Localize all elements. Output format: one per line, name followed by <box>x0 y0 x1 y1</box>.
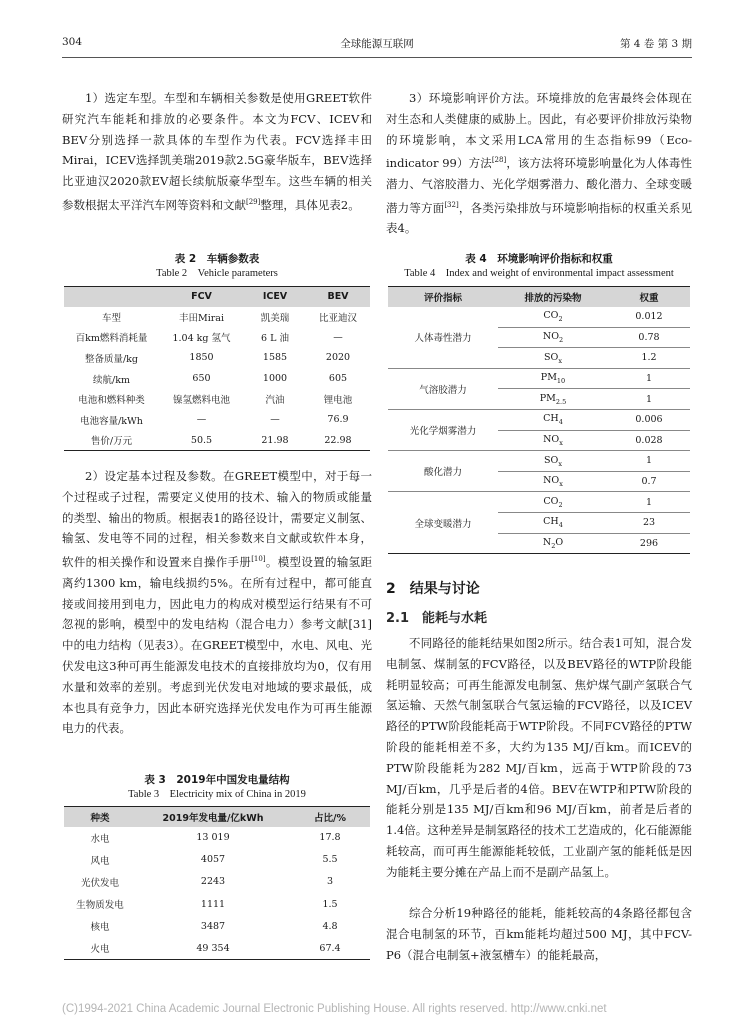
table-cell: 605 <box>328 373 348 385</box>
weight-cell: 1 <box>608 389 690 410</box>
table-cell: 电池和燃料种类 <box>78 395 145 407</box>
table-cell: 21.98 <box>244 430 306 451</box>
table-cell: 核电 <box>90 922 110 934</box>
table-cell: 50.5 <box>159 430 244 451</box>
weight-cell: 1 <box>608 368 690 389</box>
indicator-cell: 全球变暖潜力 <box>388 492 498 554</box>
column-header: 评价指标 <box>388 287 498 307</box>
weight-cell: 23 <box>608 512 690 533</box>
column-header: BEV <box>306 287 370 307</box>
table-cell: — <box>196 414 207 426</box>
pollutant-subscript: 4 <box>558 521 563 530</box>
table-cell: 650 <box>192 373 211 385</box>
column-header: 占比/% <box>290 807 370 827</box>
subsection-heading-energy-water: 2.1 能耗与水耗 <box>386 611 488 626</box>
table-cell: 1585 <box>262 352 288 364</box>
weight-cell: 0.78 <box>608 327 690 348</box>
table-cell: 5.5 <box>322 854 338 866</box>
pollutant-cell: $CO_2$ <box>498 492 608 513</box>
copyright-watermark: (C)1994-2021 China Academic Journal Electronic Publishing House. All rights reserved. http://www.cnki.net <box>62 1003 607 1015</box>
paragraph-energy-summary: 综合分析19种路径的能耗，能耗较高的4条路径都包含混合电制氢的环节，百km能耗均超过500 MJ，其中FCV-P6（混合电制氢+液氢槽车）的能耗最高， <box>386 906 692 962</box>
table-row <box>64 307 370 328</box>
pollutant-cell: $NO_2$ <box>498 327 608 348</box>
table-cell: — <box>333 331 343 343</box>
table-row <box>388 368 690 389</box>
table-row <box>64 937 370 959</box>
column-header: 排放的污染物 <box>498 287 608 307</box>
table-cell: 2243 <box>200 876 226 888</box>
table-cell: 光伏发电 <box>80 877 119 889</box>
pollutant-cell: $PM_{10}$ <box>498 368 608 389</box>
table3-caption: 表 3 2019年中国发电量结构 Table 3 Electricity mix of China in 2019 <box>128 774 306 800</box>
weight-cell: 0.012 <box>608 307 690 328</box>
pollutant-subscript: 4 <box>558 418 563 427</box>
table-cell: 3487 <box>200 920 226 932</box>
table-cell: 百km燃料消耗量 <box>75 333 148 345</box>
table-cell: 1000 <box>262 373 288 385</box>
indicator-cell: 光化学烟雾潜力 <box>388 409 498 450</box>
table-cell: 车型 <box>101 312 121 324</box>
weight-cell: 1 <box>608 492 690 513</box>
paragraph-basic-process: 2）设定基本过程及参数。在GREET模型中，对于每一个过程或子过程，需要定义使用的技术、输入的物质或能量的类型、输出的物质。根据表1的路径设计，需要定义制氢、输氢、发电等不同的过程，相关参数来自文献或软件本身，软件的相关操作和设置来自操作手册[10]。模型设置的输氢距离约1300 km，输电线损约5%。在所有过程中，都可能直接或间接用到电力，因此电力的构成对模型运行结果有不可忽视的影响，模型中的发电结构（混合电力）参考文献[31]中的电力结构（见表3）。在GREET模型中，水电、风电、光伏发电这3种可再生能源发电技术的直接排放均为0，仅有用水量和效率的差别。考虑到光伏发电对地域的要求最低，成本也具有竞争力，因此本研究选择光伏发电作为可再生能源电力的代表。 <box>62 469 373 736</box>
table-cell: 镍氢燃料电池 <box>172 395 230 407</box>
pollutant-cell: $SO_x$ <box>498 348 608 369</box>
pollutant-subscript: x <box>558 356 562 365</box>
table-row <box>64 915 370 937</box>
table-cell: 22.98 <box>306 430 370 451</box>
table-row <box>64 327 370 348</box>
table-row <box>64 827 370 849</box>
header-rule <box>62 57 692 58</box>
table-cell: 凯美瑞 <box>260 312 290 324</box>
column-header: FCV <box>159 287 244 307</box>
weight-cell: 0.7 <box>608 471 690 492</box>
table-row <box>64 893 370 915</box>
pollutant-subscript: 2 <box>558 335 564 344</box>
table-cell: 续航/km <box>93 374 130 386</box>
table-cell: 17.8 <box>319 832 341 844</box>
table-row <box>64 409 370 430</box>
column-header: ICEV <box>244 287 306 307</box>
table-row <box>388 451 690 472</box>
table-cell: — <box>270 414 280 426</box>
table-cell: 67.4 <box>290 937 370 959</box>
weight-cell: 0.006 <box>608 409 690 430</box>
table-row <box>388 492 690 513</box>
table-env-impact-weights <box>388 286 690 554</box>
weight-cell: 1 <box>608 451 690 472</box>
table-cell: 76.9 <box>327 414 349 426</box>
pollutant-cell: $CH_4$ <box>498 409 608 430</box>
pollutant-subscript: 2 <box>551 541 556 550</box>
pollutant-cell: $SO_x$ <box>498 451 608 472</box>
issue-info: 第 4 卷 第 3 期 <box>619 38 692 50</box>
pollutant-cell: $CO_2$ <box>498 307 608 328</box>
indicator-cell: 气溶胶潜力 <box>388 368 498 409</box>
paragraph-select-vehicle: 1）选定车型。车型和车辆相关参数是使用GREET软件研究汽车能耗和排放的必要条件。本文为FCV、ICEV和BEV分别选择一款具体的车型作为代表。FCV选择丰田Mirai，ICEV选择凯美瑞2019款2.5G豪华版车，BEV选择比亚迪汉2020款EV超长续航版豪华型车。这些车辆的相关参数根据太平洋汽车网等资料和文献[29]整理，具体见表2。 <box>62 91 372 212</box>
table-row <box>64 368 370 389</box>
table-cell: 整备质量/kg <box>84 353 139 365</box>
table-vehicle-parameters <box>64 286 370 451</box>
pollutant-subscript: x <box>559 438 563 447</box>
table-cell: 6 L 油 <box>261 333 289 345</box>
section-heading-results: 2 结果与讨论 <box>386 581 480 597</box>
table-cell: 水电 <box>90 833 110 845</box>
table-row <box>64 389 370 410</box>
page-number: 304 <box>62 36 83 48</box>
table-row <box>64 849 370 871</box>
table-cell: 风电 <box>90 855 110 867</box>
pollutant-subscript: x <box>558 459 562 468</box>
table-cell: 比亚迪汉 <box>318 312 357 324</box>
table-cell: 4057 <box>200 854 226 866</box>
pollutant-subscript: 2 <box>558 500 563 509</box>
table-cell: 4.8 <box>322 920 338 932</box>
table-cell: 生物质发电 <box>76 900 124 912</box>
table-cell: 13 019 <box>196 832 230 844</box>
weight-cell: 0.028 <box>608 430 690 451</box>
table-cell: 1.04 kg 氢气 <box>172 333 231 345</box>
journal-name: 全球能源互联网 <box>340 38 414 50</box>
table-cell: 汽油 <box>265 395 285 407</box>
table-cell: 电池容量/kWh <box>80 415 143 427</box>
table-row <box>64 430 370 451</box>
indicator-cell: 人体毒性潜力 <box>388 307 498 369</box>
column-header <box>64 287 159 307</box>
table-cell: 3 <box>326 876 334 888</box>
pollutant-cell: $N_2O$ <box>498 533 608 554</box>
table-cell: 1111 <box>200 898 226 910</box>
paragraph-env-method: 3）环境影响评价方法。环境排放的危害最终会体现在对生态和人类健康的威胁上。因此，有必要评价排放污染物的环境影响，本文采用LCA常用的生态指标99（Eco-indicator 99）方法[28]，该方法将环境影响量化为人体毒性潜力、气溶胶潜力、光化学烟雾潜力、酸化潜力、全球变暖潜力等方面[32]，各类污染排放与环境影响指标的权重关系见表4。 <box>386 91 693 236</box>
paragraph-energy-results: 不同路径的能耗结果如图2所示。结合表1可知，混合发电制氢、煤制氢的FCV路径，以及BEV路径的WTP阶段能耗明显较高；可再生能源发电制氢、焦炉煤气副产氢联合气氢运输、天然气制氢联合气氢运输的FCV路径，以及ICEV路径的PTW阶段能耗高于WTP阶段。不同FCV路径的PTW阶段的能耗相差不多，大约为135 MJ/百km。而ICEV的PTW阶段能耗为282 MJ/百km，远高于WTP阶段的73 MJ/百km，几乎是后者的4倍。BEV在WTP和PTW阶段的能耗分别是135 MJ/百km和96 MJ/百km，前者是后者的1.4倍。这种差异是制氢路径的技术工艺造成的，化石能源能耗较高，而可再生能源能耗较低，工业副产氢的能耗低是因为能耗主要分摊在产品上而不是副产品氢上。 <box>386 636 692 879</box>
pollutant-cell: $NO_x$ <box>498 430 608 451</box>
table-cell: 1.5 <box>322 898 338 910</box>
indicator-cell: 酸化潜力 <box>388 451 498 492</box>
table-cell: 1850 <box>189 352 214 364</box>
table-row <box>388 307 690 328</box>
table-cell: 火电 <box>64 937 136 959</box>
column-header: 权重 <box>608 287 690 307</box>
column-header: 种类 <box>64 807 136 827</box>
table-cell: 丰田Mirai <box>178 312 224 324</box>
weight-cell: 1.2 <box>608 348 690 369</box>
pollutant-subscript: 2 <box>558 314 563 323</box>
table-row <box>64 871 370 893</box>
pollutant-subscript: x <box>559 479 563 488</box>
table4-caption: 表 4 环境影响评价指标和权重 Table 4 Index and weight of environmental impact assessment <box>404 253 674 279</box>
table-cell: 锂电池 <box>323 395 353 407</box>
table-electricity-mix <box>64 806 370 960</box>
running-header <box>62 36 692 54</box>
column-header: 2019年发电量/亿kWh <box>136 807 290 827</box>
pollutant-subscript: 2.5 <box>555 397 567 406</box>
table-row <box>64 348 370 369</box>
pollutant-cell: $CH_4$ <box>498 512 608 533</box>
table-cell: 49 354 <box>136 937 290 959</box>
table-row <box>388 409 690 430</box>
pollutant-cell: $NO_x$ <box>498 471 608 492</box>
table-cell: 2020 <box>325 352 351 364</box>
pollutant-cell: $PM_{2.5}$ <box>498 389 608 410</box>
pollutant-subscript: 10 <box>556 377 566 386</box>
table-cell: 售价/万元 <box>64 430 159 451</box>
table2-caption: 表 2 车辆参数表 Table 2 Vehicle parameters <box>156 253 278 279</box>
weight-cell: 296 <box>608 533 690 554</box>
